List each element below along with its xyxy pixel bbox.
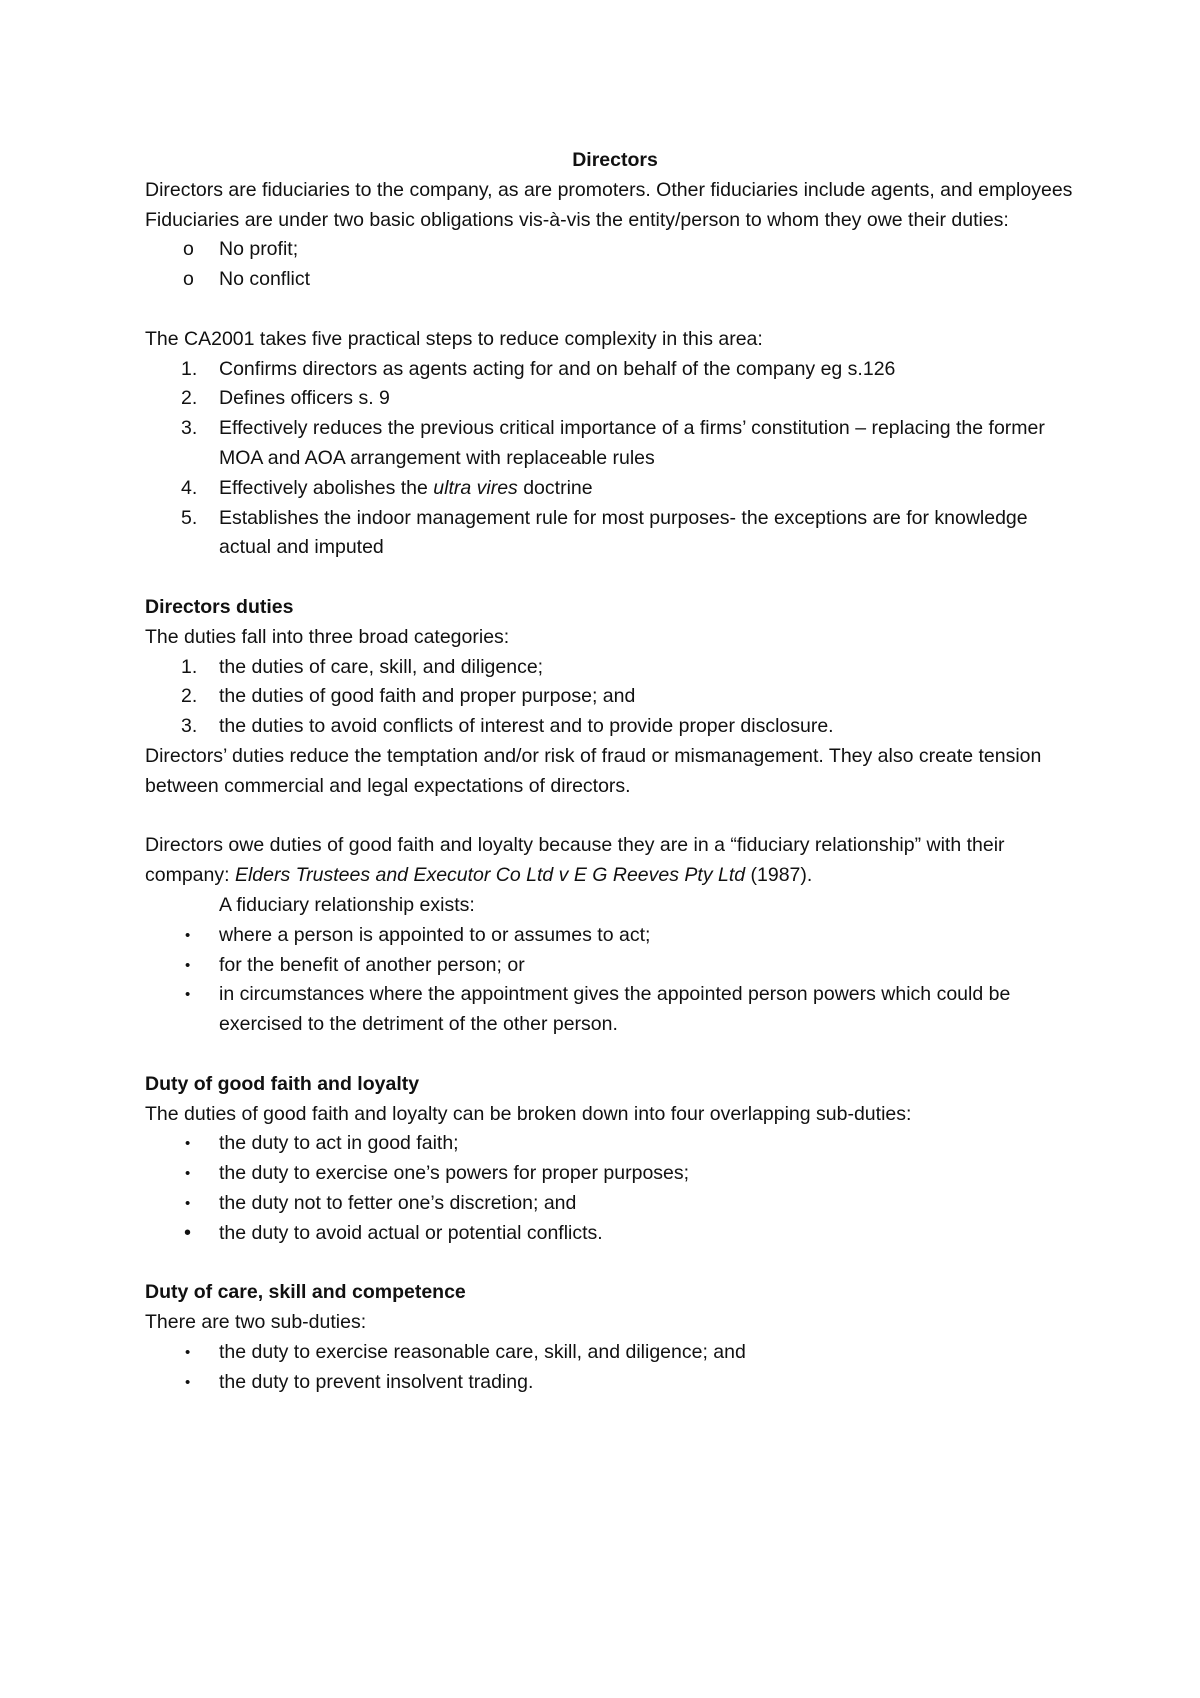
list-item: 2. Defines officers s. 9 bbox=[181, 387, 390, 410]
list-item: • where a person is appointed to or assumes to act; bbox=[145, 921, 1085, 951]
bullet-icon: • bbox=[185, 956, 191, 974]
page-title: Directors bbox=[572, 149, 658, 171]
bullet-icon: • bbox=[185, 926, 191, 944]
duties-closing-paragraph: Directors’ duties reduce the temptation and/or risk of fraud or mismanagement. They also create tension between commercial and legal expectations of directors. bbox=[145, 744, 1042, 797]
bullet-icon: • bbox=[184, 1221, 192, 1244]
obligations-list bbox=[145, 235, 1085, 295]
list-item: 4. Effectively abolishes the ultra vires doctrine bbox=[181, 476, 593, 499]
list-item: 3. Effectively reduces the previous critical importance of a firms’ constitution – replacing the former MOA and AOA arrangement with replaceable rules bbox=[181, 417, 1045, 469]
duties-categories-list bbox=[145, 653, 1085, 742]
care-bullets-list bbox=[145, 1338, 1085, 1398]
bullet-icon: • bbox=[185, 986, 191, 1004]
care-paragraph: There are two sub-duties: bbox=[145, 1311, 367, 1334]
duties-paragraph: The duties fall into three broad categories: bbox=[145, 625, 510, 648]
bullet-icon: • bbox=[185, 1194, 191, 1212]
list-item: • in circumstances where the appointment gives the appointed person powers which could be exercised to the detriment of the other person. bbox=[145, 980, 1085, 1040]
good-faith-paragraph: The duties of good faith and loyalty can be broken down into four overlapping sub-duties: bbox=[145, 1102, 912, 1125]
list-item: 5. Establishes the indoor management rule for most purposes- the exceptions are for knowledge actual and imputed bbox=[181, 506, 1028, 559]
list-item: • the duty to exercise reasonable care, skill, and diligence; and bbox=[145, 1338, 1085, 1368]
bullet-icon: • bbox=[185, 1165, 191, 1183]
bullet-icon: • bbox=[185, 1343, 191, 1361]
section-heading: Directors duties bbox=[145, 595, 294, 618]
fiduciary-paragraph: Directors owe duties of good faith and loyalty because they are in a “fiduciary relationship” with their company: Elders Trustees and Executor Co Ltd v E G Reeves Pty Ltd (1987). bbox=[145, 834, 1005, 887]
bullet-icon: • bbox=[185, 1135, 191, 1153]
list-item: • for the benefit of another person; or bbox=[145, 951, 1085, 981]
list-item: o No conflict bbox=[145, 265, 1085, 295]
list-item: • the duty not to fetter one’s discretion; and bbox=[145, 1189, 1085, 1219]
circle-bullet-icon: o bbox=[183, 268, 194, 291]
list-item: 1. Confirms directors as agents acting for and on behalf of the company eg s.126 bbox=[181, 357, 896, 380]
case-citation: Elders Trustees and Executor Co Ltd v E G Reeves Pty Ltd bbox=[234, 864, 746, 887]
ca2001-paragraph: The CA2001 takes five practical steps to reduce complexity in this area: bbox=[145, 327, 763, 350]
intro-paragraph: Directors are fiduciaries to the company, as are promoters. Other fiduciaries include agents, and employees bbox=[145, 178, 1073, 201]
section-heading: Duty of care, skill and competence bbox=[145, 1281, 466, 1304]
list-item: • the duty to act in good faith; bbox=[145, 1129, 1085, 1159]
circle-bullet-icon: o bbox=[183, 238, 194, 261]
ca2001-steps-list bbox=[145, 355, 1085, 564]
list-item: 1. the duties of care, skill, and diligence; bbox=[181, 655, 544, 678]
fiduciary-bullets-list bbox=[145, 921, 1085, 1040]
section-heading: Duty of good faith and loyalty bbox=[145, 1072, 420, 1095]
list-item: 3. the duties to avoid conflicts of interest and to provide proper disclosure. bbox=[181, 715, 834, 738]
list-item: • the duty to avoid actual or potential conflicts. bbox=[145, 1219, 1085, 1249]
document-body bbox=[145, 146, 1085, 1397]
list-item: • the duty to exercise one’s powers for proper purposes; bbox=[145, 1159, 1085, 1189]
bullet-icon: • bbox=[185, 1373, 191, 1391]
obligations-paragraph: Fiduciaries are under two basic obligations vis-à-vis the entity/person to whom they owe their duties: bbox=[145, 208, 1009, 231]
list-item: • the duty to prevent insolvent trading. bbox=[145, 1368, 1085, 1398]
good-faith-bullets-list bbox=[145, 1129, 1085, 1248]
fiduciary-exists-line: A fiduciary relationship exists: bbox=[219, 893, 475, 916]
list-item: 2. the duties of good faith and proper purpose; and bbox=[181, 685, 636, 708]
list-item: o No profit; bbox=[145, 235, 1085, 265]
